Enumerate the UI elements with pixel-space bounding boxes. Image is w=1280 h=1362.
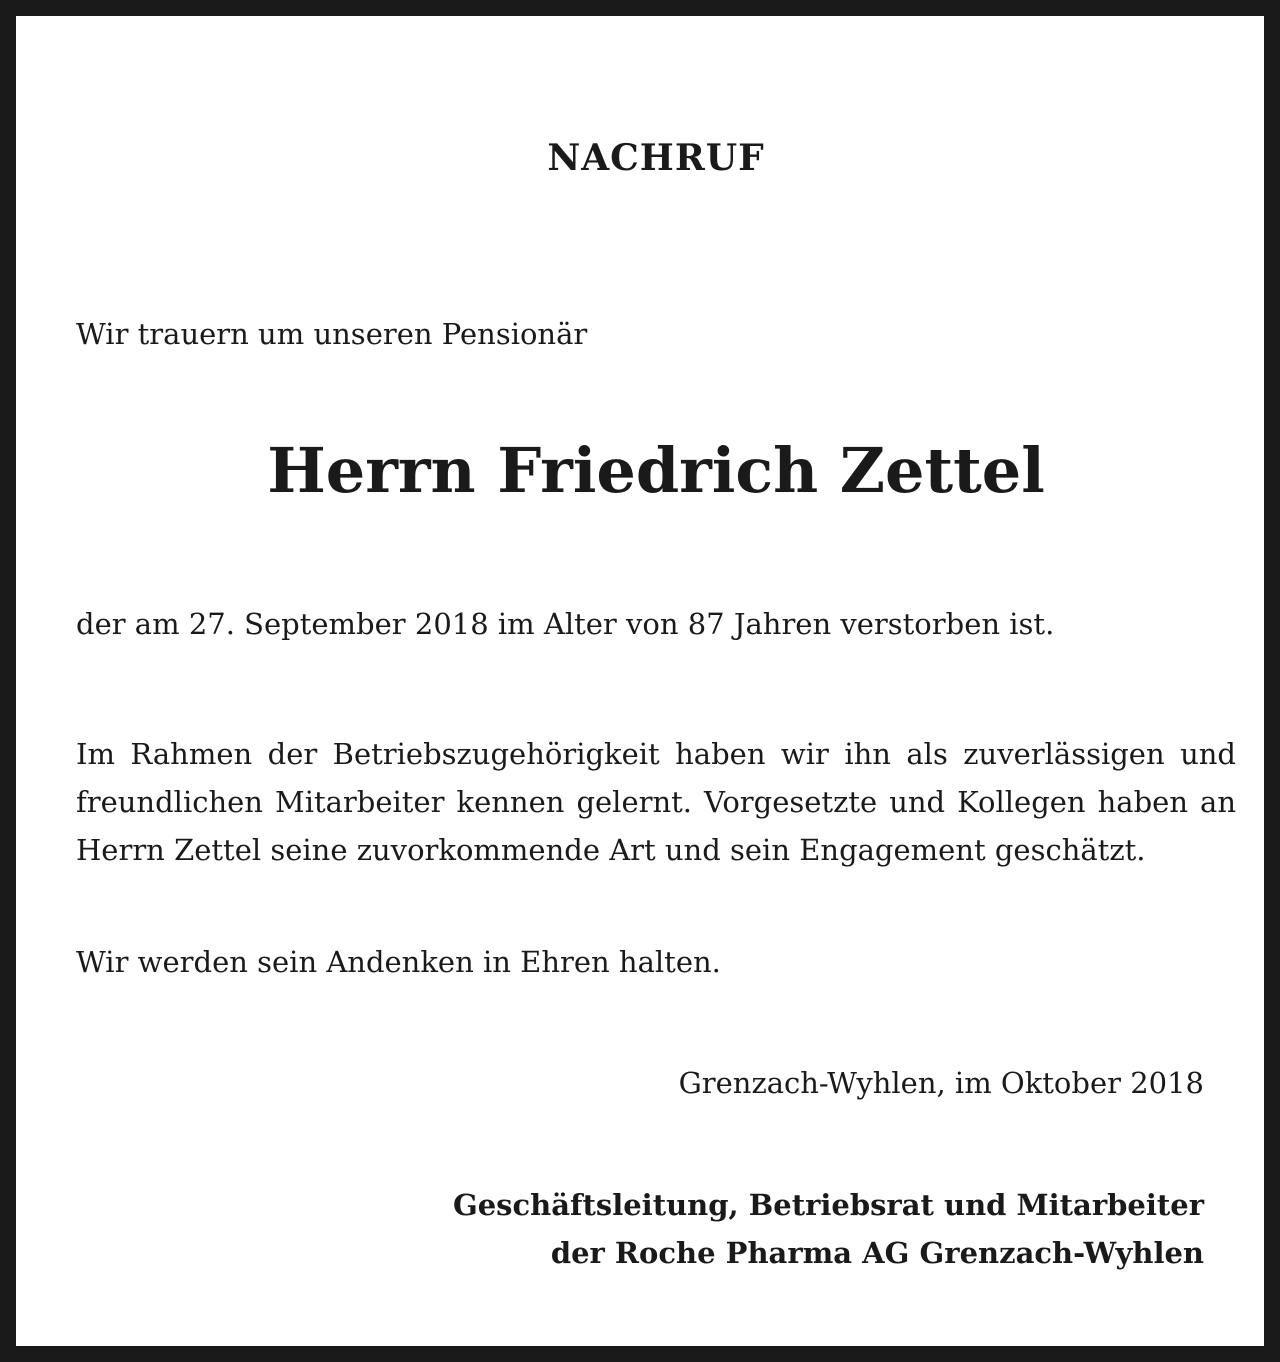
closing-line: Wir werden sein Andenken in Ehren halten. — [76, 945, 721, 979]
death-date-line: der am 27. September 2018 im Alter von 87 Jahren verstorben ist. — [76, 607, 1055, 641]
notice-heading: NACHRUF — [547, 137, 765, 179]
intro-line: Wir trauern um unseren Pensionär — [76, 317, 588, 351]
deceased-name: Herrn Friedrich Zettel — [267, 434, 1045, 507]
signature-line-1: Geschäftsleitung, Betriebsrat und Mitarbeiter — [452, 1188, 1204, 1222]
place-and-date: Grenzach-Wyhlen, im Oktober 2018 — [678, 1066, 1204, 1100]
tribute-paragraph: Im Rahmen der Betriebszugehörigkeit haben wir ihn als zuverlässigen und freundlichen Mitarbeiter kennen gelernt. Vorgesetzte und Kollegen haben an Herrn Zettel seine zuvorkommende Art und sein Engagement geschätzt. — [76, 737, 1236, 867]
signature-line-2: der Roche Pharma AG Grenzach-Wyhlen — [550, 1236, 1204, 1270]
